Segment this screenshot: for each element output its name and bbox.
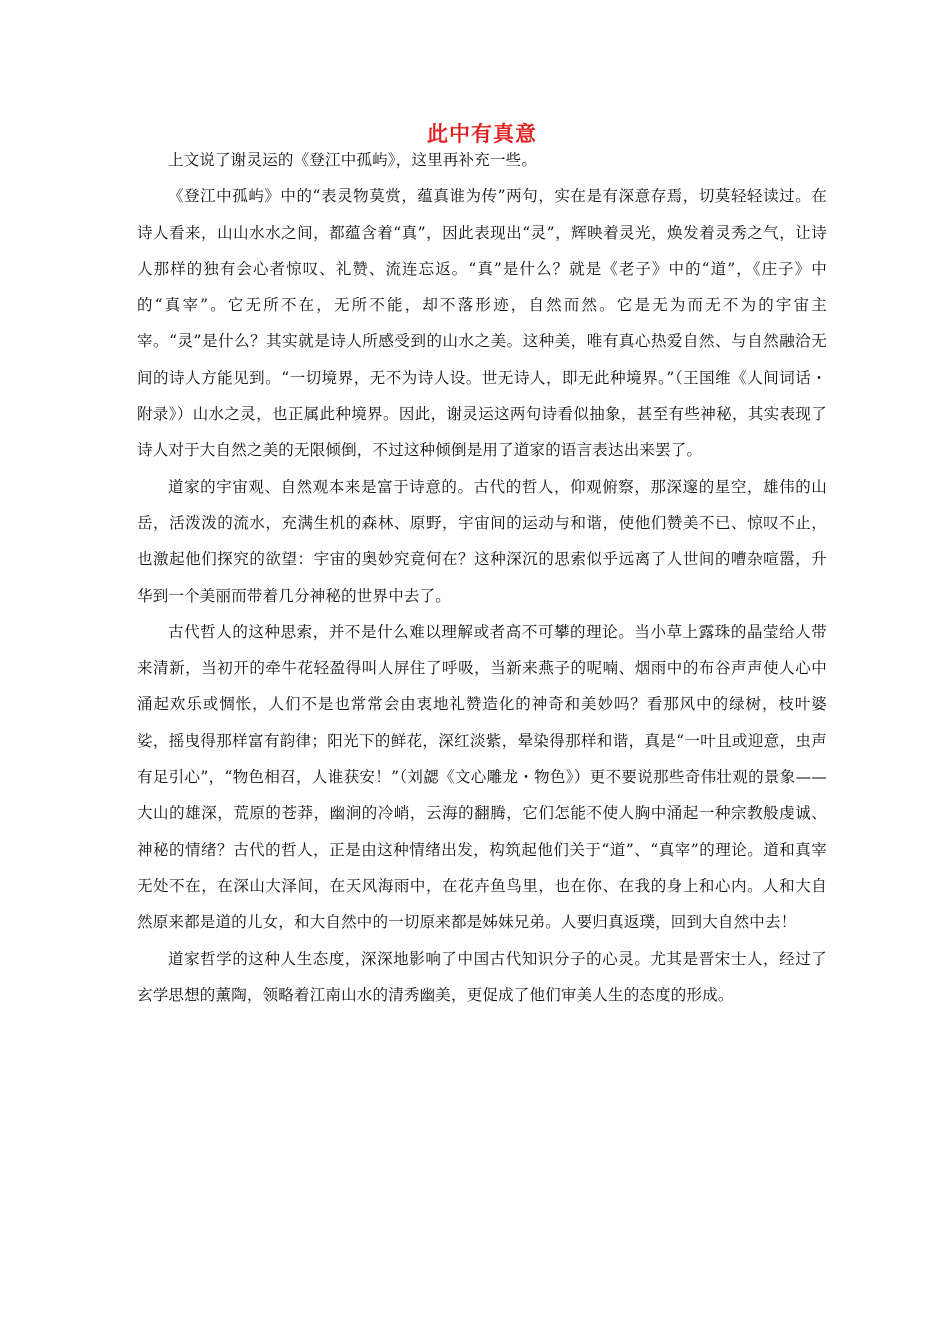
paragraph-1: 上文说了谢灵运的《登江中孤屿》，这里再补充一些。 [168, 151, 538, 169]
paragraph-4: 古代哲人的这种思索，并不是什么难以理解或者高不可攀的理论。当小草上露珠的晶莹给人带来清新，当初开的牵牛花轻盈得叫人屏住了呼吸，当新来燕子的呢喃、烟雨中的布谷声声使人心中涌起欢乐或惆怅，人们不是也常常会由衷地礼赞造化的神奇和美妙吗？看那风中的绿树，枝叶婆娑，摇曳得那样富有韵律；阳光下的鲜花，深红淡紫，晕染得那样和谐，真是“一叶且或迎意，虫声有足引心”，“物色相召，人谁获安！”（刘勰《文心雕龙・物色》）更不要说那些奇伟壮观的景象——大山的雄深，荒原的苍莽，幽涧的冷峭，云海的翻腾，它们怎能不使人胸中涌起一种宗教般虔诚、神秘的情绪？古代的哲人，正是由这种情绪出发，构筑起他们关于“道”、“真宰”的理论。道和真宰无处不在，在深山大泽间，在天风海雨中，在花卉鱼鸟里，也在你、在我的身上和心内。人和大自然原来都是道的儿女，和大自然中的一切原来都是姊妹兄弟。人要归真返璞，回到大自然中去！ [137, 622, 827, 932]
paragraph-5: 道家哲学的这种人生态度，深深地影响了中国古代知识分子的心灵。尤其是晋宋士人，经过了玄学思想的薰陶，领略着江南山水的清秀幽美，更促成了他们审美人生的态度的形成。 [137, 949, 827, 1004]
paragraph-2: 《登江中孤屿》中的“表灵物莫赏，蕴真谁为传”两句，实在是有深意存焉，切莫轻轻读过。在诗人看来，山山水水之间，都蕴含着“真”，因此表现出“灵”，辉映着灵光，焕发着灵秀之气，让诗人那样的独有会心者惊叹、礼赞、流连忘返。“真”是什么？就是《老子》中的“道”，《庄子》中的“真宰”。它无所不在，无所不能，却不落形迹，自然而然。它是无为而无不为的宇宙主宰。“灵”是什么？其实就是诗人所感受到的山水之美。这种美，唯有真心热爱自然、与自然融洽无间的诗人方能见到。“一切境界，无不为诗人设。世无诗人，即无此种境界。”（王国维《人间词话・附录》）山水之灵，也正属此种境界。因此，谢灵运这两句诗看似抽象，甚至有些神秘，其实表现了诗人对于大自然之美的无限倾倒，不过这种倾倒是用了道家的语言表达出来罢了。 [137, 187, 827, 460]
document-title: 此中有真意 [427, 122, 537, 146]
document-page [137, 118, 827, 1013]
paragraph-3: 道家的宇宙观、自然观本来是富于诗意的。古代的哲人，仰观俯察，那深邃的星空，雄伟的山岳，活泼泼的流水，充满生机的森林、原野，宇宙间的运动与和谐，使他们赞美不已、惊叹不止，也激起他们探究的欲望：宇宙的奥妙究竟何在？这种深沉的思索似乎远离了人世间的嘈杂喧嚣，升华到一个美丽而带着几分神秘的世界中去了。 [137, 477, 827, 605]
